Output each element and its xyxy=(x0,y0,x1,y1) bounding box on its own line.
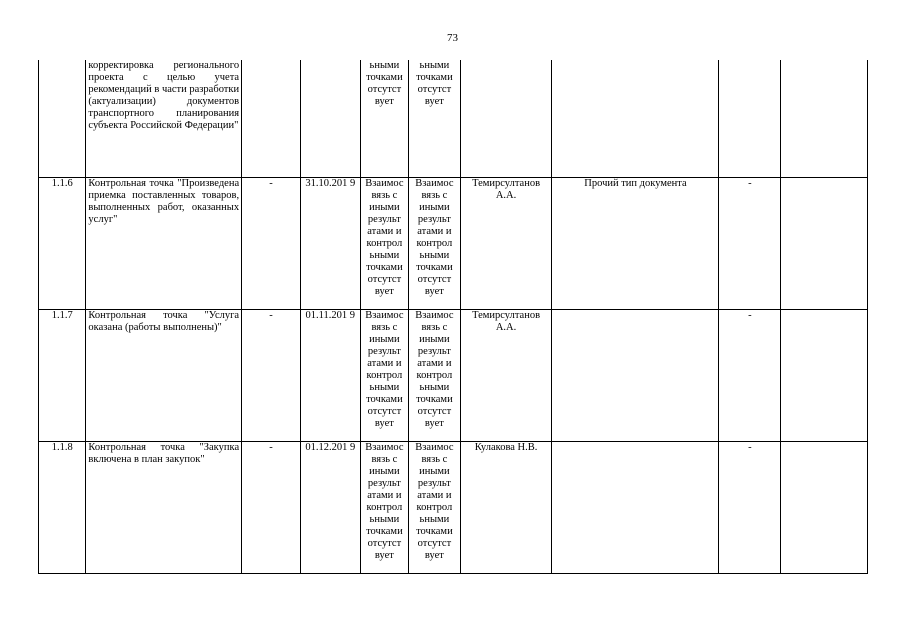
row-date: 01.11.201 9 xyxy=(300,309,360,441)
row-name: Контрольная точка "Произведена приемка поставленных товаров, выполненных работ, оказанных услуг" xyxy=(86,177,242,309)
row-number: 1.1.7 xyxy=(39,309,86,441)
row-relation-next: ьными точками отсутст вует xyxy=(409,60,461,177)
row-responsible xyxy=(460,60,552,177)
row-name: корректировка регионального проекта с целью учета рекомендаций в части разработки (актуализации) документов транспортного планирования субъекта Российской Федерации" xyxy=(86,60,242,177)
row-col9: - xyxy=(719,309,781,441)
row-date xyxy=(300,60,360,177)
row-col3 xyxy=(242,60,301,177)
row-relation-next: Взаимос вязь с иными результ атами и контрол ьными точками отсутст вует xyxy=(409,441,461,573)
row-col3: - xyxy=(242,441,301,573)
row-number: 1.1.6 xyxy=(39,177,86,309)
row-date: 01.12.201 9 xyxy=(300,441,360,573)
row-col10 xyxy=(781,177,868,309)
row-col9: - xyxy=(719,441,781,573)
row-number: 1.1.8 xyxy=(39,441,86,573)
row-relation-prev: Взаимос вязь с иными результ атами и контрол ьными точками отсутст вует xyxy=(360,309,408,441)
row-doc-type xyxy=(552,441,719,573)
row-responsible: Темирсултанов А.А. xyxy=(460,309,552,441)
row-doc-type xyxy=(552,60,719,177)
row-responsible: Кулакова Н.В. xyxy=(460,441,552,573)
table-row xyxy=(39,60,868,177)
row-name: Контрольная точка "Закупка включена в план закупок" xyxy=(86,441,242,573)
row-number xyxy=(39,60,86,177)
row-col9 xyxy=(719,60,781,177)
row-relation-prev: ьными точками отсутст вует xyxy=(360,60,408,177)
row-col9: - xyxy=(719,177,781,309)
row-relation-next: Взаимос вязь с иными результ атами и контрол ьными точками отсутст вует xyxy=(409,177,461,309)
row-relation-next: Взаимос вязь с иными результ атами и контрол ьными точками отсутст вует xyxy=(409,309,461,441)
row-doc-type xyxy=(552,309,719,441)
row-name: Контрольная точка "Услуга оказана (работы выполнены)" xyxy=(86,309,242,441)
table-row xyxy=(39,441,868,573)
row-col3: - xyxy=(242,177,301,309)
control-points-table xyxy=(38,60,868,574)
row-col10 xyxy=(781,60,868,177)
row-col10 xyxy=(781,441,868,573)
row-responsible: Темирсултанов А.А. xyxy=(460,177,552,309)
page-number: 73 xyxy=(447,32,458,44)
row-relation-prev: Взаимос вязь с иными результ атами и контрол ьными точками отсутст вует xyxy=(360,177,408,309)
row-doc-type: Прочий тип документа xyxy=(552,177,719,309)
row-col10 xyxy=(781,309,868,441)
table-row xyxy=(39,177,868,309)
row-date: 31.10.201 9 xyxy=(300,177,360,309)
row-col3: - xyxy=(242,309,301,441)
table-row xyxy=(39,309,868,441)
row-relation-prev: Взаимос вязь с иными результ атами и контрол ьными точками отсутст вует xyxy=(360,441,408,573)
